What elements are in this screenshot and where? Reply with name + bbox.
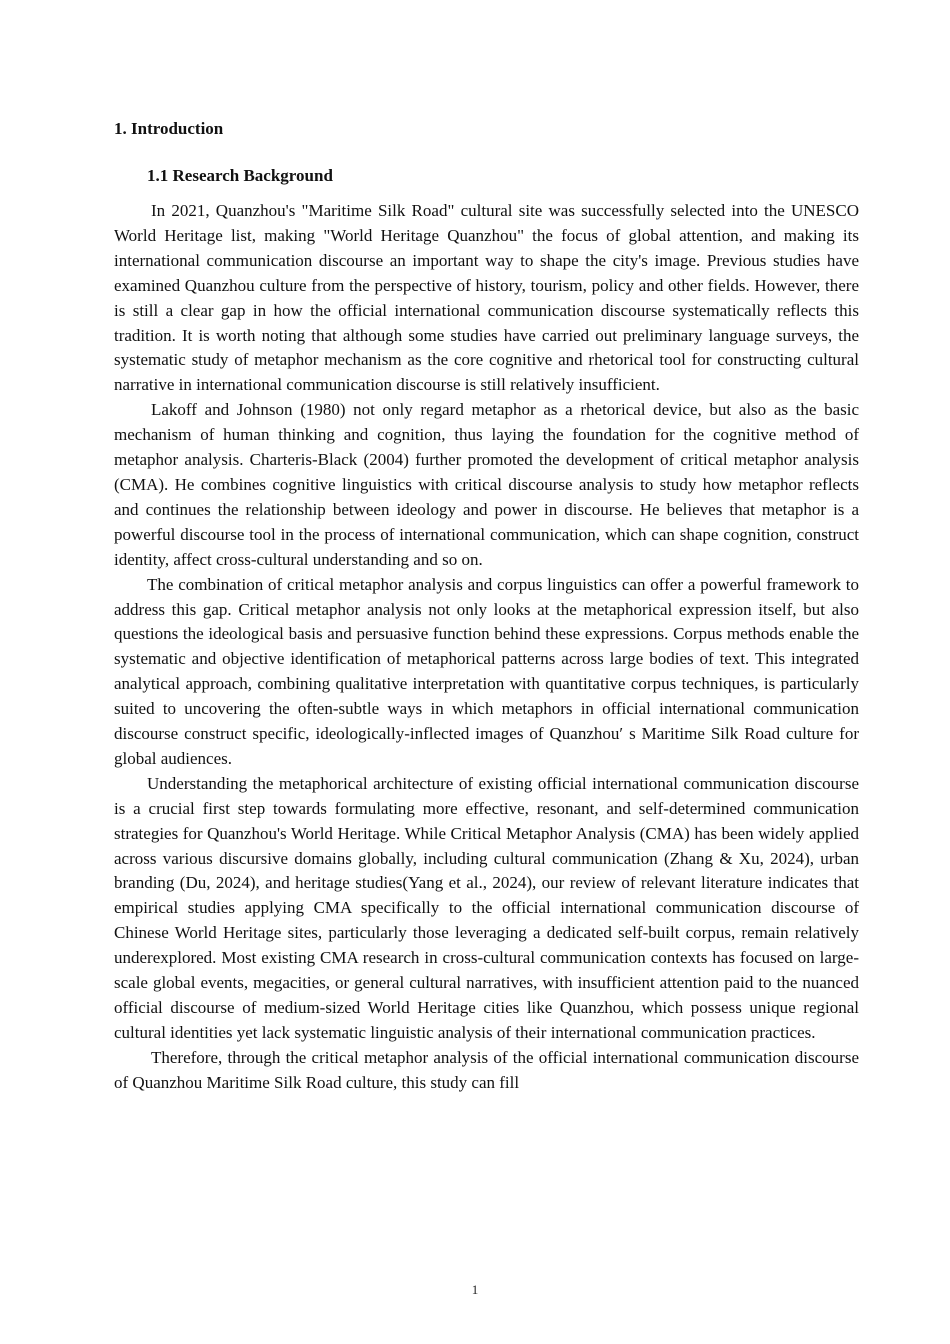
paragraph: The combination of critical metaphor analysis and corpus linguistics can offer a powerful framework to address this gap. Critical metaphor analysis not only looks at the metaphorical expression itself, but also questions the ideological basis and persuasive function behind these expressions. Corpus methods enable the systematic and objective identification of metaphorical patterns across large bodies of text. This integrated analytical approach, combining qualitative interpretation with quantitative corpus techniques, is particularly suited to uncovering the often-subtle ways in which metaphors in official international communication discourse construct specific, ideologically-inflected images of Quanzhou′ s Maritime Silk Road culture for global audiences. (114, 574, 859, 768)
section-heading: 1. Introduction (114, 119, 224, 138)
document-page (114, 118, 859, 1096)
subsection-heading: 1.1 Research Background (147, 166, 333, 185)
paragraph: Therefore, through the critical metaphor analysis of the official international communication discourse of Quanzhou Maritime Silk Road culture, this study can fill (114, 1047, 859, 1092)
paragraph: Lakoff and Johnson (1980) not only regard metaphor as a rhetorical device, but also as the basic mechanism of human thinking and cognition, thus laying the foundation for the cognitive method of metaphor analysis. Charteris-Black (2004) further promoted the development of critical metaphor analysis (CMA). He combines cognitive linguistics with critical discourse analysis to study how metaphor reflects and continues the relationship between ideology and power in discourse. He believes that metaphor is a powerful discourse tool in the process of international communication, which can shape cognition, construct identity, affect cross-cultural understanding and so on. (114, 400, 859, 569)
paragraph: In 2021, Quanzhou's "Maritime Silk Road" cultural site was successfully selected into the UNESCO World Heritage list, making "World Heritage Quanzhou" the focus of global attention, and making its international communication discourse an important way to shape the city's image. Previous studies have examined Quanzhou culture from the perspective of history, tourism, policy and other fields. However, there is still a clear gap in how the official international communication discourse systematically reflects this tradition. It is worth noting that although some studies have carried out preliminary language surveys, the systematic study of metaphor mechanism as the core cognitive and rhetorical tool for constructing cultural narrative in international communication discourse is still relatively insufficient. (114, 201, 859, 395)
page-number: 1 (471, 1282, 479, 1297)
paragraph: Understanding the metaphorical architecture of existing official international communication discourse is a crucial first step towards formulating more effective, resonant, and self-determined communication strategies for Quanzhou's World Heritage. While Critical Metaphor Analysis (CMA) has been widely applied across various discursive domains globally, including cultural communication (Zhang & Xu, 2024), urban branding (Du, 2024), and heritage studies(Yang et al., 2024), our review of relevant literature indicates that empirical studies applying CMA specifically to the official international communication discourse of Chinese World Heritage sites, particularly those leveraging a dedicated self-built corpus, remain relatively underexplored. Most existing CMA research in cross-cultural communication contexts has focused on large-scale global events, megacities, or general cultural narratives, with insufficient attention paid to the nuanced official discourse of medium-sized World Heritage cities like Quanzhou, which possess unique regional cultural identities yet lack systematic linguistic analysis of their international communication practices. (114, 773, 859, 1042)
